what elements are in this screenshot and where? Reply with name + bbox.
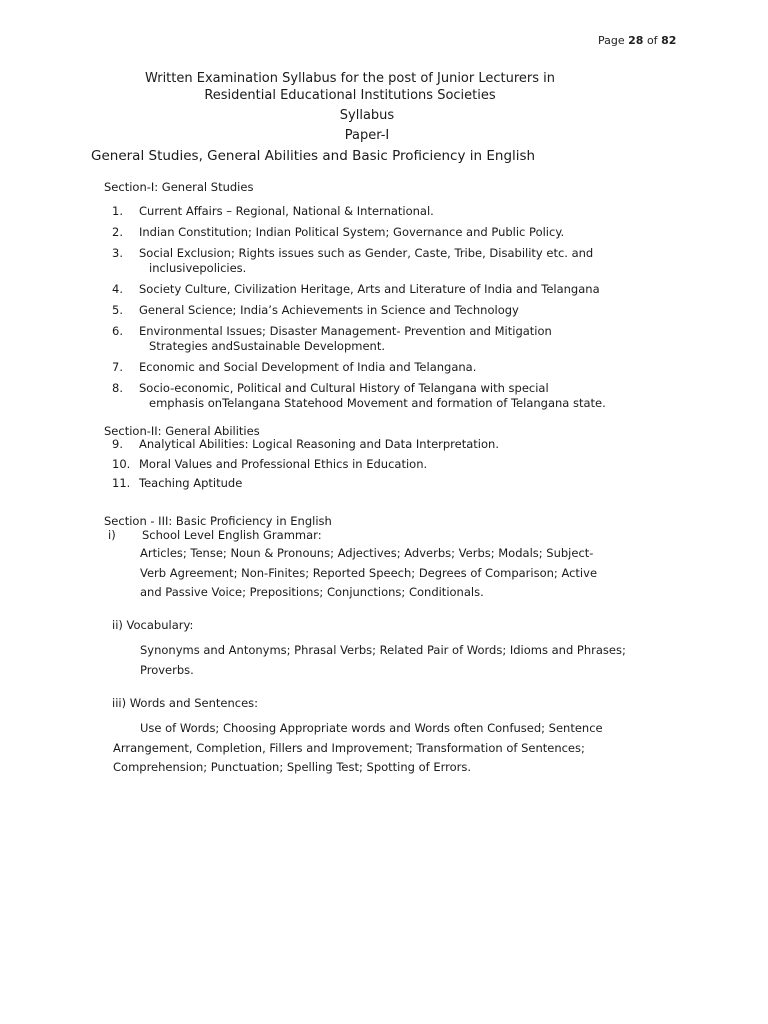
body-line: Comprehension; Punctuation; Spelling Test; Spotting of Errors. <box>113 760 472 774</box>
page-number <box>598 34 676 47</box>
item-text: Environmental Issues; Disaster Management- Prevention and Mitigation <box>139 324 552 338</box>
item-text: Society Culture, Civilization Heritage, Arts and Literature of India and Telangana <box>139 282 600 296</box>
page-current: 28 <box>628 34 644 47</box>
item-number: 3. <box>112 246 123 260</box>
list-item <box>112 204 652 219</box>
doc-title-syllabus: Syllabus <box>339 108 395 123</box>
item-number: 1. <box>112 204 123 218</box>
item-continuation: emphasis onTelangana Statehood Movement and formation of Telangana state. <box>149 396 606 410</box>
subsection-title: ii) Vocabulary: <box>112 618 194 632</box>
item-text: Economic and Social Development of India and Telangana. <box>139 360 477 374</box>
item-text: Current Affairs – Regional, National & International. <box>139 204 434 218</box>
subsection-body <box>140 544 597 603</box>
item-number: 4. <box>112 282 123 296</box>
page-total: 82 <box>661 34 677 47</box>
subsection-label: i) <box>108 528 116 542</box>
item-number: 9. <box>112 437 123 451</box>
list-item <box>112 476 652 491</box>
list-item <box>112 324 652 354</box>
item-number: 6. <box>112 324 123 338</box>
item-text: Socio-economic, Political and Cultural History of Telangana with special <box>139 381 549 395</box>
item-text: General Science; India’s Achievements in Science and Technology <box>139 303 519 317</box>
subsection-title: iii) Words and Sentences: <box>112 696 259 710</box>
list-item <box>112 437 652 452</box>
body-line: Articles; Tense; Noun & Pronouns; Adjectives; Adverbs; Verbs; Modals; Subject- <box>140 546 594 560</box>
item-number: 8. <box>112 381 123 395</box>
subsection-title: School Level English Grammar: <box>142 528 322 542</box>
body-line: and Passive Voice; Prepositions; Conjunctions; Conditionals. <box>140 585 484 599</box>
item-number: 2. <box>112 225 123 239</box>
list-item <box>112 457 652 472</box>
item-continuation: inclusivepolicies. <box>149 261 247 275</box>
body-line: Arrangement, Completion, Fillers and Improvement; Transformation of Sentences; <box>113 740 585 755</box>
list-item <box>112 246 652 276</box>
item-text: Indian Constitution; Indian Political System; Governance and Public Policy. <box>139 225 565 239</box>
doc-title-subject: General Studies, General Abilities and Basic Proficiency in English <box>91 148 536 164</box>
doc-title-line2: Residential Educational Institutions Societies <box>204 88 496 103</box>
subsection-body <box>140 641 626 680</box>
section-1-heading: Section-I: General Studies <box>104 180 254 194</box>
page-of: of <box>646 34 658 47</box>
item-continuation: Strategies andSustainable Development. <box>149 339 385 353</box>
item-text: Analytical Abilities: Logical Reasoning and Data Interpretation. <box>139 437 499 451</box>
list-item <box>112 360 652 375</box>
item-text: Teaching Aptitude <box>139 476 243 490</box>
subsection-body <box>113 719 603 778</box>
body-line: Proverbs. <box>140 662 194 677</box>
body-line: Synonyms and Antonyms; Phrasal Verbs; Related Pair of Words; Idioms and Phrases; <box>140 643 626 657</box>
body-line: Verb Agreement; Non-Finites; Reported Speech; Degrees of Comparison; Active <box>140 565 598 580</box>
item-number: 10. <box>112 457 131 471</box>
list-item <box>112 381 652 411</box>
page-prefix: Page <box>598 34 625 47</box>
body-line: Use of Words; Choosing Appropriate words and Words often Confused; Sentence <box>140 721 603 735</box>
doc-title-paper: Paper-I <box>344 128 390 143</box>
list-item <box>112 282 652 297</box>
doc-title-line1: Written Examination Syllabus for the post of Junior Lecturers in <box>144 71 556 86</box>
item-number: 7. <box>112 360 123 374</box>
item-number: 11. <box>112 476 131 490</box>
section-2-heading: Section-II: General Abilities <box>104 424 260 438</box>
item-text: Moral Values and Professional Ethics in Education. <box>139 457 428 471</box>
section-3-heading: Section - III: Basic Proficiency in English <box>104 514 332 528</box>
item-text: Social Exclusion; Rights issues such as Gender, Caste, Tribe, Disability etc. and <box>139 246 594 260</box>
list-item <box>112 225 652 240</box>
item-number: 5. <box>112 303 123 317</box>
list-item <box>112 303 652 318</box>
